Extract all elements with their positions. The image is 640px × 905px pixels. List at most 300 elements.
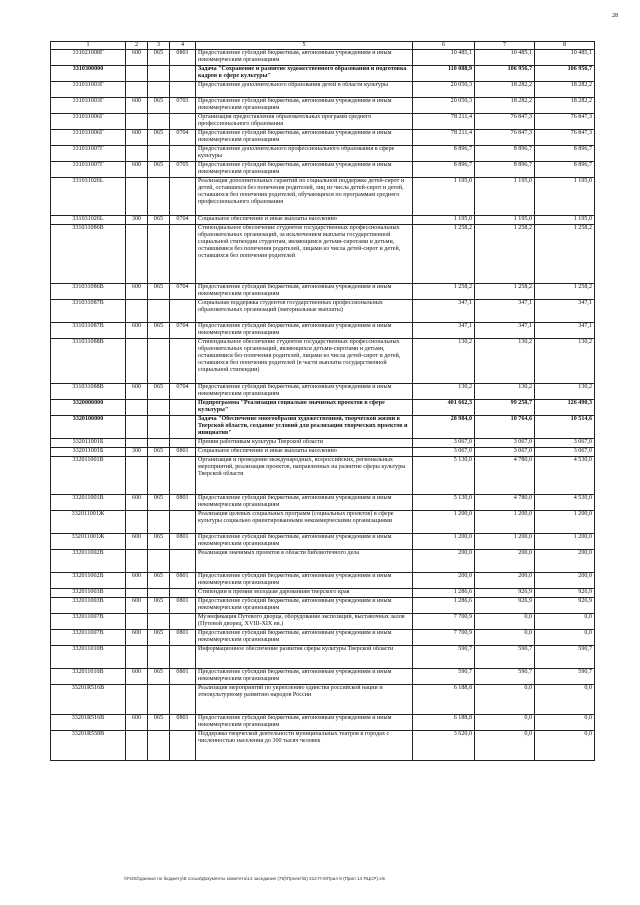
- code-cell: 33201R516В: [51, 685, 126, 715]
- code-cell: 331031086В: [51, 225, 126, 284]
- amount-year2-cell: 3 067,0: [475, 439, 535, 448]
- amount-year2-cell: 76 847,3: [475, 130, 535, 146]
- amount-year1-cell: 590,7: [413, 646, 475, 669]
- amount-year2-cell: 347,1: [475, 300, 535, 323]
- header-cell: 5: [196, 42, 413, 50]
- section-cell: [170, 439, 196, 448]
- department-cell: [148, 300, 170, 323]
- amount-year1-cell: 347,1: [413, 323, 475, 339]
- amount-year2-cell: 926,9: [475, 589, 535, 598]
- department-cell: [148, 646, 170, 669]
- section-cell: 0704: [170, 323, 196, 339]
- name-cell: Предоставление субсидий бюджетным, автономным учреждениям и иным некоммерческим организациям: [196, 495, 413, 511]
- expense-type-cell: [126, 146, 148, 162]
- budget-table: [50, 41, 595, 761]
- name-cell: Стипендии и премии молодым дарованиям тверского края: [196, 589, 413, 598]
- amount-year3-cell: 926,9: [535, 598, 595, 614]
- department-cell: [148, 114, 170, 130]
- expense-type-cell: [126, 614, 148, 630]
- amount-year1-cell: 200,0: [413, 573, 475, 589]
- department-cell: [148, 550, 170, 573]
- code-cell: 332011007В: [51, 630, 126, 646]
- section-cell: 0801: [170, 598, 196, 614]
- amount-year1-cell: 1 200,0: [413, 534, 475, 550]
- name-cell: Поддержка творческой деятельности муниципальных театров в городах с численностью населения до 300 тысяч человек: [196, 731, 413, 761]
- code-cell: 33201R558В: [51, 731, 126, 761]
- table-row: [51, 534, 595, 550]
- code-cell: 332011001Б: [51, 448, 126, 457]
- expense-type-cell: [126, 225, 148, 284]
- footer-file-path: \\FsOD\данные по бюджету\Б сосьм\Документы комитета\14 заседание (79)\Проект\Б) 312-П-6\Прил 8 (Прил 14 ЯЦСР).xls: [124, 876, 385, 881]
- table-header-row: [51, 42, 595, 50]
- expense-type-cell: 600: [126, 50, 148, 66]
- department-cell: [148, 416, 170, 439]
- department-cell: [148, 225, 170, 284]
- amount-year3-cell: 1 200,0: [535, 511, 595, 534]
- amount-year3-cell: 8 896,7: [535, 162, 595, 178]
- amount-year3-cell: 200,0: [535, 573, 595, 589]
- header-cell: 4: [170, 42, 196, 50]
- amount-year3-cell: 4 530,0: [535, 495, 595, 511]
- expense-type-cell: [126, 339, 148, 384]
- amount-year2-cell: 18 282,2: [475, 82, 535, 98]
- amount-year1-cell: 5 130,0: [413, 495, 475, 511]
- name-cell: Организация предоставления образовательных программ среднего профессионального образования: [196, 114, 413, 130]
- section-cell: 0703: [170, 98, 196, 114]
- amount-year2-cell: 130,2: [475, 384, 535, 400]
- code-cell: 332011010В: [51, 669, 126, 685]
- section-cell: 0704: [170, 216, 196, 225]
- expense-type-cell: [126, 685, 148, 715]
- amount-year3-cell: 3 067,0: [535, 448, 595, 457]
- section-cell: 0704: [170, 130, 196, 146]
- expense-type-cell: [126, 400, 148, 416]
- department-cell: 065: [148, 573, 170, 589]
- section-cell: [170, 589, 196, 598]
- section-cell: [170, 82, 196, 98]
- name-cell: Стипендиальное обеспечение студентов государственных профессиональных образовательных организаций, являющихся детьми-сиротами и детьми, оставшимися без попечения родителей, лицами из числа детей-сирот и детей, оставшихся без попечения родителей (в части выплаты государственной социальной стипендии): [196, 339, 413, 384]
- amount-year3-cell: 590,7: [535, 669, 595, 685]
- amount-year2-cell: 0,0: [475, 715, 535, 731]
- table-row: [51, 589, 595, 598]
- table-row: [51, 495, 595, 511]
- amount-year2-cell: 0,0: [475, 630, 535, 646]
- department-cell: 065: [148, 715, 170, 731]
- amount-year3-cell: 1 200,0: [535, 534, 595, 550]
- table-row: [51, 323, 595, 339]
- amount-year1-cell: 347,1: [413, 300, 475, 323]
- expense-type-cell: 600: [126, 598, 148, 614]
- header-cell: 1: [51, 42, 126, 50]
- department-cell: 065: [148, 130, 170, 146]
- header-cell: 8: [535, 42, 595, 50]
- amount-year1-cell: 130,2: [413, 384, 475, 400]
- section-cell: [170, 178, 196, 216]
- code-cell: 332011001Ж: [51, 511, 126, 534]
- amount-year3-cell: 10 485,1: [535, 50, 595, 66]
- amount-year2-cell: 1 195,0: [475, 178, 535, 216]
- name-cell: Предоставление субсидий бюджетным, автономным учреждениям и иным некоммерческим организациям: [196, 384, 413, 400]
- expense-type-cell: [126, 457, 148, 495]
- code-cell: 331031088В: [51, 339, 126, 384]
- code-cell: 331031026L: [51, 216, 126, 225]
- code-cell: 332011001В: [51, 495, 126, 511]
- header-cell: 6: [413, 42, 475, 50]
- code-cell: 332011001Ж: [51, 534, 126, 550]
- name-cell: Предоставление субсидий бюджетным, автономным учреждениям и иным некоммерческим организациям: [196, 50, 413, 66]
- section-cell: 0704: [170, 384, 196, 400]
- code-cell: 331031003Г: [51, 82, 126, 98]
- amount-year2-cell: 8 896,7: [475, 146, 535, 162]
- amount-year2-cell: 10 764,6: [475, 416, 535, 439]
- table-row: [51, 284, 595, 300]
- expense-type-cell: [126, 300, 148, 323]
- department-cell: [148, 82, 170, 98]
- code-cell: 331031006Г: [51, 114, 126, 130]
- code-cell: 332011001В: [51, 457, 126, 495]
- table-row: [51, 439, 595, 448]
- table-row: [51, 82, 595, 98]
- amount-year3-cell: 130,2: [535, 339, 595, 384]
- amount-year1-cell: 20 050,3: [413, 98, 475, 114]
- department-cell: [148, 614, 170, 630]
- table-row: [51, 216, 595, 225]
- amount-year2-cell: 4 780,0: [475, 457, 535, 495]
- table-row: [51, 384, 595, 400]
- section-cell: 0801: [170, 715, 196, 731]
- name-cell: Предоставление субсидий бюджетным, автономным учреждениям и иным некоммерческим организациям: [196, 715, 413, 731]
- name-cell: Предоставление субсидий бюджетным, автономным учреждениям и иным некоммерческим организациям: [196, 573, 413, 589]
- amount-year3-cell: 347,1: [535, 300, 595, 323]
- expense-type-cell: 600: [126, 495, 148, 511]
- table-row: [51, 646, 595, 669]
- section-cell: 0801: [170, 448, 196, 457]
- table-row: [51, 573, 595, 589]
- section-cell: [170, 300, 196, 323]
- amount-year2-cell: 106 956,7: [475, 66, 535, 82]
- amount-year2-cell: 3 067,0: [475, 448, 535, 457]
- department-cell: [148, 685, 170, 715]
- code-cell: 3320100000: [51, 416, 126, 439]
- amount-year2-cell: 1 258,2: [475, 284, 535, 300]
- expense-type-cell: 300: [126, 448, 148, 457]
- amount-year3-cell: 18 282,2: [535, 98, 595, 114]
- code-cell: 331031087В: [51, 300, 126, 323]
- expense-type-cell: 600: [126, 323, 148, 339]
- amount-year3-cell: 0,0: [535, 614, 595, 630]
- amount-year2-cell: 130,2: [475, 339, 535, 384]
- department-cell: [148, 439, 170, 448]
- header-cell: 7: [475, 42, 535, 50]
- table-row: [51, 339, 595, 384]
- amount-year3-cell: 1 258,2: [535, 284, 595, 300]
- amount-year2-cell: 4 780,0: [475, 495, 535, 511]
- amount-year3-cell: 76 847,3: [535, 114, 595, 130]
- table-row: [51, 178, 595, 216]
- table-row: [51, 457, 595, 495]
- expense-type-cell: [126, 416, 148, 439]
- amount-year2-cell: 99 258,7: [475, 400, 535, 416]
- code-cell: 331031007Г: [51, 162, 126, 178]
- name-cell: Предоставление дополнительного образования детей в области культуры: [196, 82, 413, 98]
- code-cell: 331031086В: [51, 284, 126, 300]
- department-cell: 065: [148, 534, 170, 550]
- code-cell: 332011003В: [51, 598, 126, 614]
- amount-year3-cell: 590,7: [535, 646, 595, 669]
- table-row: [51, 225, 595, 284]
- amount-year1-cell: 10 485,1: [413, 50, 475, 66]
- department-cell: 065: [148, 216, 170, 225]
- name-cell: Предоставление субсидий бюджетным, автономным учреждениям и иным некоммерческим организациям: [196, 323, 413, 339]
- name-cell: Реализация значимых проектов в области библиотечного дела: [196, 550, 413, 573]
- table-row: [51, 162, 595, 178]
- amount-year2-cell: 1 258,2: [475, 225, 535, 284]
- code-cell: 332011002В: [51, 573, 126, 589]
- expense-type-cell: 600: [126, 534, 148, 550]
- amount-year2-cell: 1 195,0: [475, 216, 535, 225]
- section-cell: [170, 646, 196, 669]
- amount-year3-cell: 8 896,7: [535, 146, 595, 162]
- expense-type-cell: [126, 178, 148, 216]
- section-cell: [170, 550, 196, 573]
- amount-year2-cell: 0,0: [475, 685, 535, 715]
- name-cell: Предоставление субсидий бюджетным, автономным учреждениям и иным некоммерческим организациям: [196, 669, 413, 685]
- department-cell: [148, 178, 170, 216]
- section-cell: 0801: [170, 669, 196, 685]
- amount-year1-cell: 5 130,0: [413, 457, 475, 495]
- name-cell: Социальное обеспечение и иные выплаты населению: [196, 216, 413, 225]
- code-cell: 332011010В: [51, 646, 126, 669]
- amount-year1-cell: 6 188,8: [413, 685, 475, 715]
- table-row: [51, 130, 595, 146]
- amount-year1-cell: 590,7: [413, 669, 475, 685]
- expense-type-cell: 600: [126, 98, 148, 114]
- amount-year3-cell: 200,0: [535, 550, 595, 573]
- amount-year1-cell: 1 195,0: [413, 216, 475, 225]
- amount-year3-cell: 130,2: [535, 384, 595, 400]
- amount-year2-cell: 18 282,2: [475, 98, 535, 114]
- expense-type-cell: [126, 646, 148, 669]
- name-cell: Реализация дополнительных гарантий по социальной поддержке детей-сирот и детей, оставшихся без попечения родителей, лиц из числа детей-сирот и детей, оставшихся без попечения родителей, обучающихся по программам среднего профессионального образования: [196, 178, 413, 216]
- code-cell: 331031026L: [51, 178, 126, 216]
- table-row: [51, 300, 595, 323]
- table-row: [51, 448, 595, 457]
- amount-year3-cell: 126 490,3: [535, 400, 595, 416]
- name-cell: Задача "Обеспечение многообразия художественной, творческой жизни в Тверской области, создание условий для реализации творческих проектов и инициатив": [196, 416, 413, 439]
- section-cell: [170, 146, 196, 162]
- table-row: [51, 146, 595, 162]
- section-cell: 0801: [170, 573, 196, 589]
- section-cell: [170, 731, 196, 761]
- table-row: [51, 400, 595, 416]
- amount-year3-cell: 1 258,2: [535, 225, 595, 284]
- department-cell: 065: [148, 98, 170, 114]
- table-row: [51, 550, 595, 573]
- department-cell: 065: [148, 630, 170, 646]
- name-cell: Социальное обеспечение и иные выплаты населению: [196, 448, 413, 457]
- department-cell: [148, 589, 170, 598]
- amount-year1-cell: 6 188,8: [413, 715, 475, 731]
- department-cell: 065: [148, 284, 170, 300]
- amount-year2-cell: 0,0: [475, 731, 535, 761]
- table-row: [51, 416, 595, 439]
- code-cell: 33201R516В: [51, 715, 126, 731]
- name-cell: Реализация целевых социальных программ (социальных проектов) в сфере культуры социально ориентированными некоммерческими организациями: [196, 511, 413, 534]
- amount-year3-cell: 1 195,0: [535, 216, 595, 225]
- amount-year1-cell: 8 896,7: [413, 146, 475, 162]
- expense-type-cell: [126, 731, 148, 761]
- amount-year2-cell: 76 847,3: [475, 114, 535, 130]
- amount-year1-cell: 1 286,6: [413, 598, 475, 614]
- amount-year2-cell: 347,1: [475, 323, 535, 339]
- section-cell: 0801: [170, 495, 196, 511]
- name-cell: Предоставление субсидий бюджетным, автономным учреждениям и иным некоммерческим организациям: [196, 130, 413, 146]
- amount-year2-cell: 1 200,0: [475, 534, 535, 550]
- department-cell: 065: [148, 323, 170, 339]
- name-cell: Музеефикация Путевого дворца, оборудование экспозиций, выставочных залов (Путевой дворец, XVIII-XIX вв.): [196, 614, 413, 630]
- section-cell: [170, 114, 196, 130]
- amount-year3-cell: 0,0: [535, 685, 595, 715]
- code-cell: 331031007Г: [51, 146, 126, 162]
- section-cell: [170, 685, 196, 715]
- table-row: [51, 98, 595, 114]
- amount-year2-cell: 926,9: [475, 598, 535, 614]
- name-cell: Предоставление дополнительного профессионального образования в сфере культуры: [196, 146, 413, 162]
- code-cell: 3320000000: [51, 400, 126, 416]
- name-cell: Реализация мероприятий по укреплению единства российской нации и этнокультурному развитию народов России: [196, 685, 413, 715]
- amount-year3-cell: 4 530,0: [535, 457, 595, 495]
- table-row: [51, 731, 595, 761]
- amount-year2-cell: 590,7: [475, 646, 535, 669]
- amount-year2-cell: 0,0: [475, 614, 535, 630]
- table-row: [51, 715, 595, 731]
- expense-type-cell: [126, 511, 148, 534]
- expense-type-cell: [126, 114, 148, 130]
- section-cell: 0705: [170, 162, 196, 178]
- expense-type-cell: 600: [126, 573, 148, 589]
- amount-year2-cell: 200,0: [475, 550, 535, 573]
- department-cell: 065: [148, 50, 170, 66]
- code-cell: 332011003В: [51, 589, 126, 598]
- amount-year1-cell: 1 200,0: [413, 511, 475, 534]
- section-cell: 0801: [170, 50, 196, 66]
- name-cell: Подпрограмма "Реализация социально значимых проектов в сфере культуры": [196, 400, 413, 416]
- department-cell: [148, 457, 170, 495]
- amount-year1-cell: 20 050,3: [413, 82, 475, 98]
- page-number: 28: [612, 13, 618, 19]
- name-cell: Задача "Сохранение и развитие художественного образования и подготовка кадров в сфере культуры": [196, 66, 413, 82]
- expense-type-cell: [126, 82, 148, 98]
- table-row: [51, 114, 595, 130]
- amount-year3-cell: 1 195,0: [535, 178, 595, 216]
- code-cell: 332011001Б: [51, 439, 126, 448]
- amount-year1-cell: 1 258,2: [413, 225, 475, 284]
- amount-year3-cell: 106 956,7: [535, 66, 595, 82]
- amount-year1-cell: 401 662,3: [413, 400, 475, 416]
- section-cell: [170, 416, 196, 439]
- section-cell: [170, 339, 196, 384]
- amount-year2-cell: 8 896,7: [475, 162, 535, 178]
- section-cell: 0801: [170, 534, 196, 550]
- table-row: [51, 630, 595, 646]
- department-cell: [148, 66, 170, 82]
- section-cell: [170, 66, 196, 82]
- expense-type-cell: 600: [126, 162, 148, 178]
- name-cell: Стипендиальное обеспечение студентов государственных профессиональных образовательных организаций, за исключением выплаты государственной социальной стипендии студентам, являющимся детьми-сиротами и детьми, оставшимися без попечения родителей, лицами из числа детей-сирот и детей, оставшихся без попечения родителей: [196, 225, 413, 284]
- expense-type-cell: 600: [126, 715, 148, 731]
- department-cell: [148, 731, 170, 761]
- amount-year3-cell: 0,0: [535, 630, 595, 646]
- department-cell: [148, 339, 170, 384]
- expense-type-cell: [126, 550, 148, 573]
- name-cell: Социальная поддержка студентов государственных профессиональных образовательных организаций (материальные выплаты): [196, 300, 413, 323]
- table-row: [51, 66, 595, 82]
- amount-year1-cell: 3 067,0: [413, 448, 475, 457]
- header-cell: 2: [126, 42, 148, 50]
- amount-year1-cell: 1 286,6: [413, 589, 475, 598]
- amount-year2-cell: 1 200,0: [475, 511, 535, 534]
- expense-type-cell: 300: [126, 216, 148, 225]
- amount-year1-cell: 28 984,0: [413, 416, 475, 439]
- amount-year3-cell: 347,1: [535, 323, 595, 339]
- expense-type-cell: [126, 66, 148, 82]
- name-cell: Премии работникам культуры Тверской области: [196, 439, 413, 448]
- department-cell: 065: [148, 598, 170, 614]
- name-cell: Организация и проведение международных, всероссийских, региональных мероприятий, реализация проектов, направленных на развитие сферы культуры Тверской области: [196, 457, 413, 495]
- section-cell: [170, 225, 196, 284]
- department-cell: [148, 511, 170, 534]
- name-cell: Предоставление субсидий бюджетным, автономным учреждениям и иным некоммерческим организациям: [196, 284, 413, 300]
- amount-year1-cell: 130,2: [413, 339, 475, 384]
- section-cell: [170, 457, 196, 495]
- department-cell: 065: [148, 384, 170, 400]
- amount-year1-cell: 200,0: [413, 550, 475, 573]
- amount-year3-cell: 0,0: [535, 731, 595, 761]
- amount-year1-cell: 7 700,9: [413, 614, 475, 630]
- code-cell: 331021008Г: [51, 50, 126, 66]
- name-cell: Предоставление субсидий бюджетным, автономным учреждениям и иным некоммерческим организациям: [196, 534, 413, 550]
- table-row: [51, 614, 595, 630]
- expense-type-cell: 600: [126, 284, 148, 300]
- name-cell: Информационное обеспечение развития сферы культуры Тверской области: [196, 646, 413, 669]
- table-row: [51, 685, 595, 715]
- department-cell: 065: [148, 669, 170, 685]
- department-cell: 065: [148, 495, 170, 511]
- section-cell: [170, 614, 196, 630]
- expense-type-cell: 600: [126, 630, 148, 646]
- section-cell: 0704: [170, 284, 196, 300]
- table-row: [51, 669, 595, 685]
- amount-year1-cell: 1 258,2: [413, 284, 475, 300]
- department-cell: 065: [148, 448, 170, 457]
- table-row: [51, 598, 595, 614]
- amount-year1-cell: 3 620,0: [413, 731, 475, 761]
- amount-year1-cell: 78 211,4: [413, 114, 475, 130]
- name-cell: Предоставление субсидий бюджетным, автономным учреждениям и иным некоммерческим организациям: [196, 598, 413, 614]
- expense-type-cell: [126, 589, 148, 598]
- department-cell: [148, 400, 170, 416]
- amount-year1-cell: 110 088,9: [413, 66, 475, 82]
- department-cell: [148, 146, 170, 162]
- expense-type-cell: 600: [126, 130, 148, 146]
- amount-year1-cell: 1 195,0: [413, 178, 475, 216]
- amount-year1-cell: 3 067,0: [413, 439, 475, 448]
- expense-type-cell: 600: [126, 384, 148, 400]
- table-row: [51, 50, 595, 66]
- name-cell: Предоставление субсидий бюджетным, автономным учреждениям и иным некоммерческим организациям: [196, 98, 413, 114]
- table-row: [51, 511, 595, 534]
- code-cell: 332011002В: [51, 550, 126, 573]
